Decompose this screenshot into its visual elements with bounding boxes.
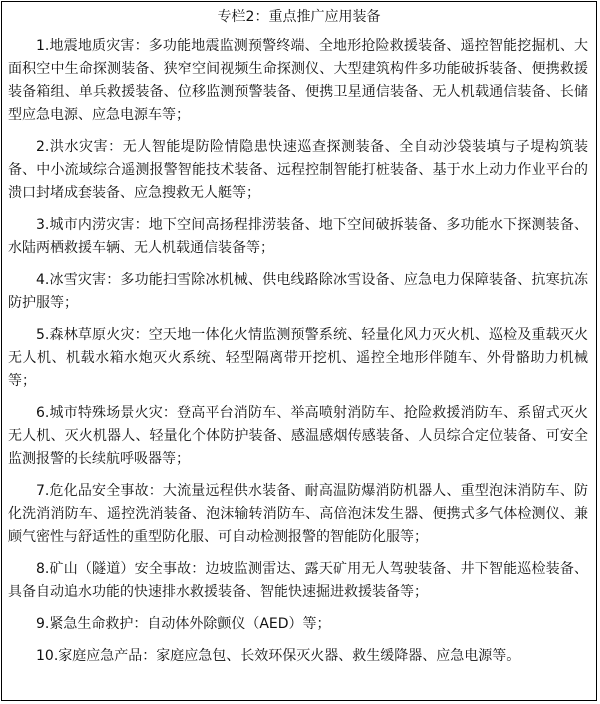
equipment-item-ice-snow: 4.冰雪灾害：多功能扫雪除冰机械、供电线路除冰雪设备、应急电力保障装备、抗寒抗冻防护服等； bbox=[8, 272, 588, 311]
equipment-item-earthquake: 1.地震地质灾害：多功能地震监测预警终端、全地形抢险救援装备、遥控智能挖掘机、大面积空中生命探测装备、狭窄空间视频生命探测仪、大型建筑构件多功能破拆装备、便携救援装备箱组、单兵救援装备、位移监测预警装备、便携卫星通信装备、无人机载通信装备、长储型应急电源、应急电源车等； bbox=[8, 38, 588, 123]
equipment-item-household: 10.家庭应急产品：家庭应急包、长效环保灭火器、救生缓降器、应急电源等。 bbox=[36, 648, 521, 664]
equipment-item-mine-tunnel: 8.矿山（隧道）安全事故：边坡监测雷达、露天矿用无人驾驶装备、井下智能巡检装备、具备自动追水功能的快速排水救援装备、智能快速掘进救援装备等； bbox=[8, 561, 588, 600]
box-title: 专栏2：重点推广应用装备 bbox=[217, 9, 381, 25]
equipment-item-forest-fire: 5.森林草原火灾：空天地一体化火情监测预警系统、轻量化风力灭火机、巡检及重载灭火无人机、机载水箱水炮灭火系统、轻型隔离带开挖机、遥控全地形伴随车、外骨骼助力机械等； bbox=[8, 327, 588, 389]
equipment-item-urban-fire: 6.城市特殊场景火灾：登高平台消防车、举高喷射消防车、抢险救援消防车、系留式灭火无人机、灭火机器人、轻量化个体防护装备、感温感烟传感装备、人员综合定位装备、可安全监测报警的长续航呼吸器等； bbox=[8, 405, 588, 467]
equipment-item-life-rescue: 9.紧急生命救护：自动体外除颤仪（AED）等； bbox=[36, 616, 331, 632]
equipment-item-hazchem: 7.危化品安全事故：大流量远程供水装备、耐高温防爆消防机器人、重型泡沫消防车、防化洗消消防车、遥控洗消装备、泡沫输转消防车、高倍泡沫发生器、便携式多气体检测仪、兼顾气密性与舒适性的重型防化服、可自动检测报警的智能防化服等； bbox=[8, 483, 588, 545]
equipment-item-urban-waterlogging: 3.城市内涝灾害：地下空间高扬程排涝装备、地下空间破拆装备、多功能水下探测装备、水陆两栖救援车辆、无人机载通信装备等； bbox=[8, 217, 588, 256]
feature-box bbox=[1, 1, 597, 701]
equipment-item-flood: 2.洪水灾害：无人智能堤防险情隐患快速巡查探测装备、全自动沙袋装填与子堤构筑装备、中小流域综合遥测报警智能技术装备、远程控制智能打桩装备、基于水上动力作业平台的溃口封堵成套装备、应急搜救无人艇等； bbox=[8, 139, 588, 201]
